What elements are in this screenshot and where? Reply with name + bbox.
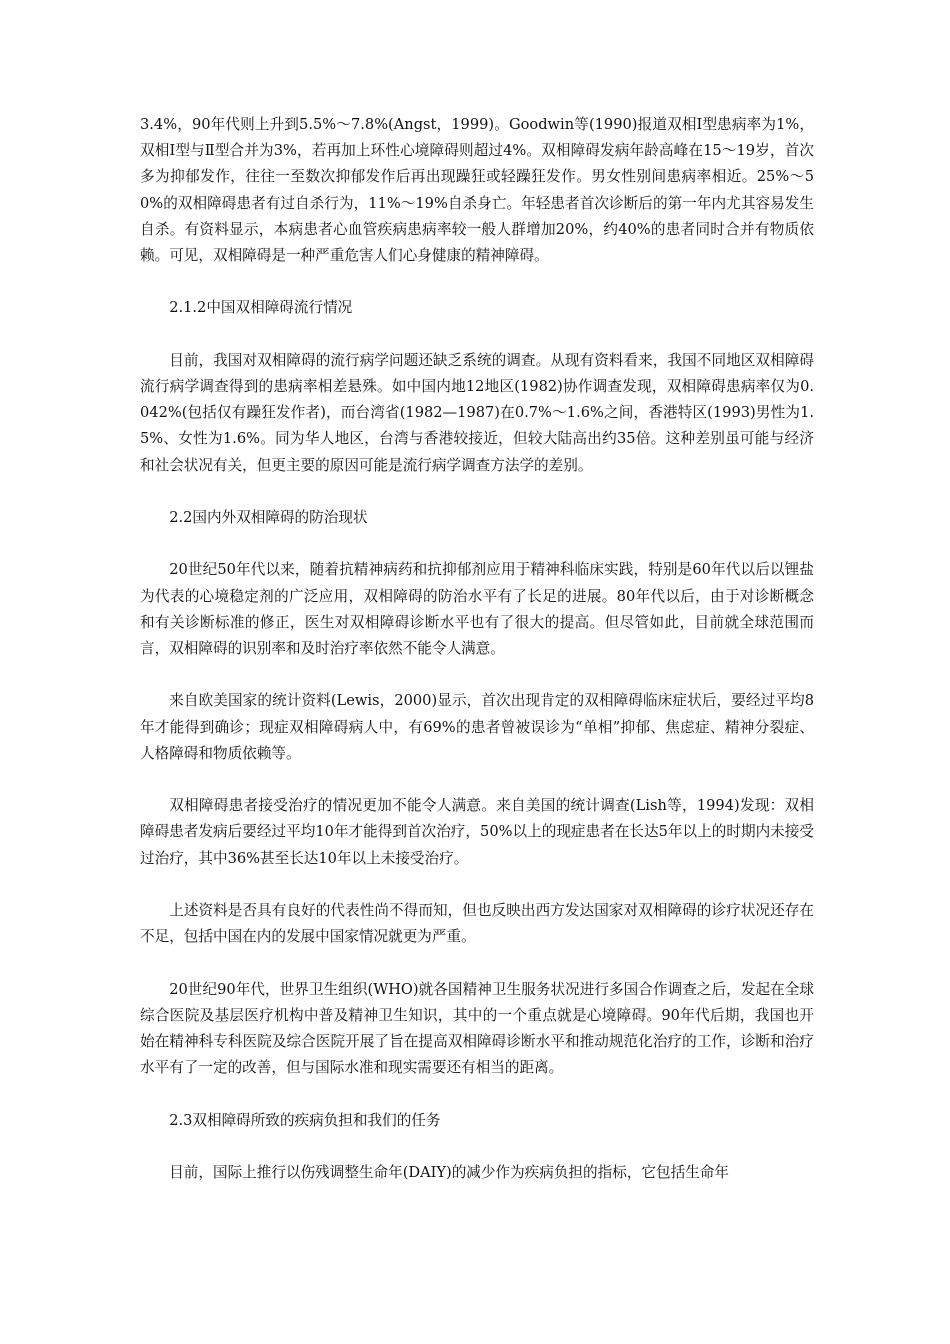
- paragraph-who-survey: 20世纪90年代，世界卫生组织(WHO)就各国精神卫生服务状况进行多国合作调查之后，发起在全球综合医院及基层医疗机构中普及精神卫生知识，其中的一个重点就是心境障碍。90年代后期，我国也开始在精神科专科医院及综合医院开展了旨在提高双相障碍诊断水平和推动规范化治疗的工作，诊断和治疗水平有了一定的改善，但与国际水准和现实需要还有相当的距离。: [140, 980, 814, 1077]
- paragraph-china-epidemiology: 目前，我国对双相障碍的流行病学问题还缺乏系统的调查。从现有资料看来，我国不同地区双相障碍流行病学调查得到的患病率相差悬殊。如中国内地12地区(1982)协作调查发现，双相障碍患病率仅为0.042%(包括仅有躁狂发作者)，而台湾省(1982—1987)在0.7%～1.6%之间，香港特区(1993)男性为1.5%、女性为1.6%。同为华人地区，台湾与香港较接近，但较大陆高出约35倍。这种差别虽可能与经济和社会状况有关，但更主要的原因可能是流行病学调查方法学的差别。: [140, 351, 814, 474]
- section-heading-2-1-2: 2.1.2中国双相障碍流行情况: [169, 299, 353, 317]
- document-page: [140, 112, 814, 1212]
- section-heading-2-2: 2.2国内外双相障碍的防治现状: [169, 509, 368, 526]
- paragraph-intro: 3.4%，90年代则上升到5.5%～7.8%(Angst，1999)。Goodwin等(1990)报道双相Ⅰ型患病率为1%，双相Ⅰ型与Ⅱ型合并为3%，若再加上环性心境障碍则超过4%。双相障碍发病年龄高峰在15～19岁，首次多为抑郁发作，往往一至数次抑郁发作后再出现躁狂或轻躁狂发作。男女性别间患病率相近。25%～50%的双相障碍患者有过自杀行为，11%～19%自杀身亡。年轻患者首次诊断后的第一年内尤其容易发生自杀。有资料显示，本病患者心血管疾病患病率较一般人群增加20%，约40%的患者同时合并有物质依赖。可见，双相障碍是一种严重危害人们心身健康的精神障碍。: [140, 116, 814, 265]
- section-heading-2-3: 2.3双相障碍所致的疾病负担和我们的任务: [169, 1111, 441, 1129]
- paragraph-representativeness: 上述资料是否具有良好的代表性尚不得而知，但也反映出西方发达国家对双相障碍的诊疗状况还存在不足，包括中国在内的发展中国家情况就更为严重。: [140, 901, 814, 946]
- paragraph-treatment-history: 20世纪50年代以来，随着抗精神病药和抗抑郁剂应用于精神科临床实践，特别是60年代以后以锂盐为代表的心境稳定剂的广泛应用，双相障碍的防治水平有了长足的进展。80年代以后，由于对诊断概念和有关诊断标准的修正，医生对双相障碍诊断水平也有了很大的提高。但尽管如此，目前就全球范围而言，双相障碍的识别率和及时治疗率依然不能令人满意。: [140, 561, 814, 657]
- paragraph-lewis-statistics: 来自欧美国家的统计资料(Lewis，2000)显示，首次出现肯定的双相障碍临床症状后，要经过平均8年才能得到确诊；现症双相障碍病人中，有69%的患者曾被误诊为“单相”抑郁、焦虑症、精神分裂症、人格障碍和物质依赖等。: [140, 692, 814, 762]
- paragraph-lish-survey: 双相障碍患者接受治疗的情况更加不能令人满意。来自美国的统计调查(Lish等，1994)发现：双相障碍患者发病后要经过平均10年才能得到首次治疗，50%以上的现症患者在长达5年以上的时期内未接受过治疗，其中36%甚至长达10年以上未接受治疗。: [140, 797, 814, 867]
- paragraph-daly: 目前，国际上推行以伤残调整生命年(DAIY)的减少作为疾病负担的指标，它包括生命年: [169, 1163, 729, 1181]
